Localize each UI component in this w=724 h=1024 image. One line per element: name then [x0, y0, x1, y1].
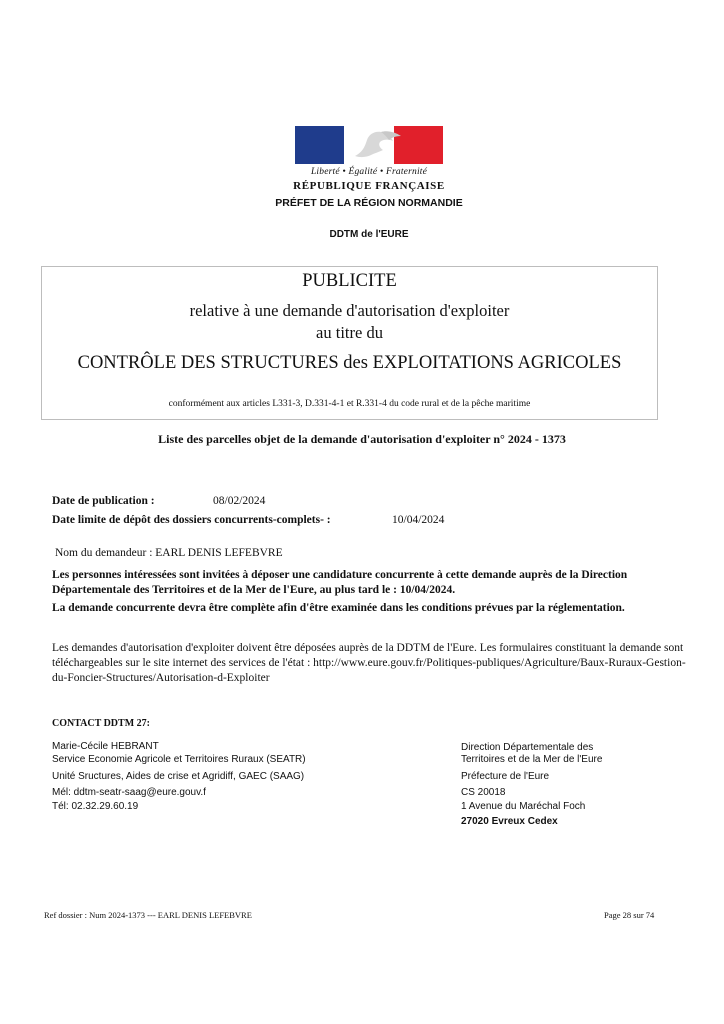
contact-title: CONTACT DDTM 27:: [52, 718, 150, 729]
address-line-1: Direction Départementale des: [461, 742, 594, 753]
contact-service: Service Economie Agricole et Territoires Ruraux (SEATR): [52, 754, 306, 765]
address-line-4: CS 20018: [461, 787, 506, 798]
box-subtitle-1: relative à une demande d'autorisation d'exploiter: [189, 301, 510, 320]
deadline-value: 10/04/2024: [392, 514, 445, 526]
marianne-logo: [295, 126, 443, 164]
address-line-2: Territoires et de la Mer de l'Eure: [461, 754, 603, 765]
republique-francaise: RÉPUBLIQUE FRANÇAISE: [293, 180, 445, 192]
contact-person: Marie-Cécile HEBRANT: [52, 741, 159, 752]
publication-date-value: 08/02/2024: [213, 495, 266, 507]
title-box: [41, 266, 658, 420]
applicant-name: Nom du demandeur : EARL DENIS LEFEBVRE: [55, 547, 283, 559]
contact-unit: Unité Sructures, Aides de crise et Agridiff, GAEC (SAAG): [52, 771, 305, 782]
liste-title: Liste des parcelles objet de la demande d'autorisation d'exploiter n° 2024 - 1373: [158, 432, 566, 446]
footer-page-number: Page 28 sur 74: [604, 910, 655, 920]
prefet-title: PRÉFET DE LA RÉGION NORMANDIE: [275, 197, 463, 209]
address-line-5: 1 Avenue du Maréchal Foch: [461, 801, 586, 812]
address-line-3: Préfecture de l'Eure: [461, 771, 550, 782]
box-title: PUBLICITE: [302, 271, 397, 291]
notice-candidature: Les personnes intéressées sont invitées à déposer une candidature concurrente à cette demande auprès de la Direction Départementale des Territoires et de la Mer de l'Eure, au plus tard le : 10/04/2024.: [52, 569, 628, 596]
service-name: DDTM de l'EURE: [329, 229, 409, 240]
footer-reference: Ref dossier : Num 2024-1373 --- EARL DENIS LEFEBVRE: [44, 910, 252, 920]
contact-email: Mél: ddtm-seatr-saag@eure.gouv.f: [52, 787, 206, 798]
box-main-title: CONTRÔLE DES STRUCTURES des EXPLOITATIONS AGRICOLES: [77, 353, 622, 373]
motto: Liberté • Égalité • Fraternité: [310, 167, 428, 177]
address-line-6: 27020 Evreux Cedex: [461, 816, 558, 827]
notice-forms: Les demandes d'autorisation d'exploiter doivent être déposées auprès de la DDTM de l'Eure. Les formulaires constituant la demande sont téléchargeables sur le site internet des services de l'état : http://www.eure.gouv.fr/Politiques-publiques/Agriculture/Baux-Ruraux-Gestion-du-Foncier-Structures/Autorisation-d-Exploiter: [52, 642, 686, 684]
publication-date-label: Date de publication :: [52, 495, 155, 507]
deadline-label: Date limite de dépôt des dossiers concurrents-complets- :: [52, 514, 331, 526]
box-subtitle-2: au titre du: [316, 323, 383, 342]
contact-phone: Tél: 02.32.29.60.19: [52, 801, 139, 812]
notice-complete: La demande concurrente devra être complète afin d'être examinée dans les conditions prévues par la réglementation.: [52, 602, 625, 614]
box-legal-note: conformément aux articles L331-3, D.331-4-1 et R.331-4 du code rural et de la pêche maritime: [168, 399, 531, 409]
